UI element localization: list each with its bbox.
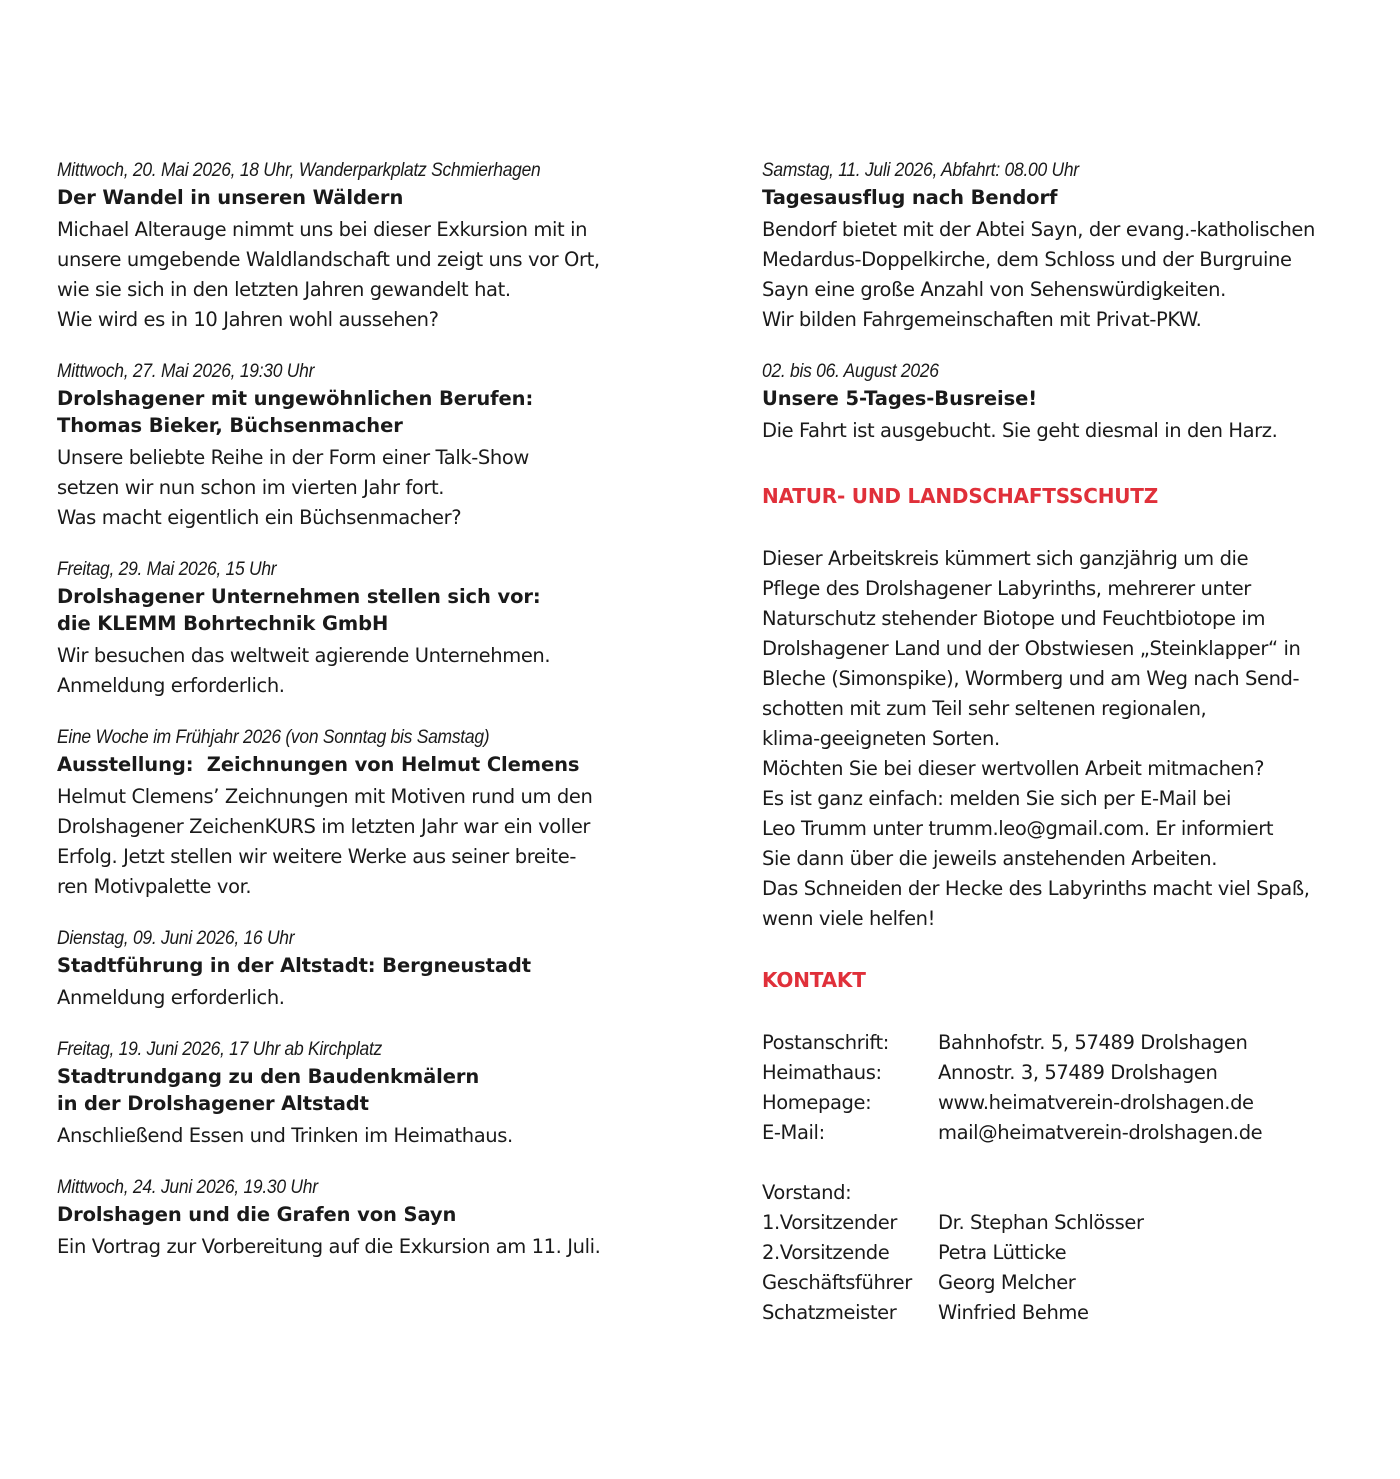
- event-title: [57, 385, 697, 439]
- body-line: Drolshagener ZeichenKURS im letzten Jahr war ein voller: [57, 815, 591, 838]
- event-description: [57, 1121, 697, 1151]
- title-line: Thomas Bieker, Büchsenmacher: [57, 414, 403, 437]
- paragraph-line: Es ist ganz einfach: melden Sie sich per E-Mail bei: [762, 787, 1231, 810]
- natur-paragraph: [762, 544, 1382, 934]
- event-ausstellung: [57, 725, 697, 902]
- body-line: Wir bilden Fahrgemeinschaften mit Privat-PKW.: [762, 308, 1202, 331]
- title-line: Stadtführung in der Altstadt: Bergneustadt: [57, 954, 531, 977]
- board-row: [762, 1238, 1382, 1268]
- contact-row-heimathaus: [762, 1058, 1382, 1088]
- title-line: Tagesausflug nach Bendorf: [762, 186, 1058, 209]
- event-title: [762, 184, 1382, 211]
- event-stadtfuehrung: [57, 926, 697, 1013]
- contact-list: [762, 1028, 1382, 1148]
- title-line: Ausstellung: Zeichnungen von Helmut Clemens: [57, 753, 580, 776]
- contact-label: Postanschrift:: [762, 1031, 889, 1054]
- event-description: [57, 215, 697, 335]
- event-busreise: [762, 359, 1382, 446]
- body-line: Die Fahrt ist ausgebucht. Sie geht diesmal in den Harz.: [762, 419, 1278, 442]
- event-date: 02. bis 06. August 2026: [762, 361, 939, 382]
- board-title: Vorstand:: [762, 1181, 852, 1204]
- body-line: Ein Vortrag zur Vorbereitung auf die Exkursion am 11. Juli.: [57, 1235, 601, 1258]
- event-berufe: [57, 359, 697, 533]
- event-description: [57, 1232, 697, 1262]
- body-line: ren Motivpalette vor.: [57, 875, 252, 898]
- event-date: Mittwoch, 20. Mai 2026, 18 Uhr, Wanderparkplatz Schmierhagen: [57, 160, 541, 181]
- body-line: Anschließend Essen und Trinken im Heimathaus.: [57, 1124, 513, 1147]
- board-name: Winfried Behme: [938, 1301, 1089, 1324]
- contact-label: E-Mail:: [762, 1121, 825, 1144]
- contact-label: Heimathaus:: [762, 1061, 882, 1084]
- body-line: Unsere beliebte Reihe in der Form einer Talk-Show: [57, 446, 529, 469]
- event-stadtrundgang: [57, 1037, 697, 1151]
- board-role: Geschäftsführer: [762, 1271, 912, 1294]
- paragraph-line: Sie dann über die jeweils anstehenden Arbeiten.: [762, 847, 1218, 870]
- title-line: die KLEMM Bohrtechnik GmbH: [57, 612, 389, 635]
- event-description: [57, 641, 697, 701]
- event-title: [57, 1201, 697, 1228]
- board-name: Georg Melcher: [938, 1271, 1076, 1294]
- event-unternehmen: [57, 557, 697, 701]
- body-line: Wie wird es in 10 Jahren wohl aussehen?: [57, 308, 439, 331]
- event-date: Mittwoch, 27. Mai 2026, 19:30 Uhr: [57, 361, 315, 382]
- contact-value: Bahnhofstr. 5, 57489 Drolshagen: [938, 1031, 1248, 1054]
- paragraph-line: klima-geeigneten Sorten.: [762, 727, 1000, 750]
- paragraph-line: Naturschutz stehender Biotope und Feuchtbiotope im: [762, 607, 1266, 630]
- event-title: [57, 1063, 697, 1117]
- board-row: [762, 1268, 1382, 1298]
- paragraph-line: Dieser Arbeitskreis kümmert sich ganzjährig um die: [762, 547, 1249, 570]
- event-date: Samstag, 11. Juli 2026, Abfahrt: 08.00 Uhr: [762, 160, 1079, 181]
- board-role: 2.Vorsitzende: [762, 1241, 890, 1264]
- event-description: [57, 983, 697, 1013]
- right-column: [762, 158, 1382, 1328]
- event-title: [57, 583, 697, 637]
- contact-row-email: [762, 1118, 1382, 1148]
- event-wald: [57, 158, 697, 335]
- contact-row-homepage: [762, 1088, 1382, 1118]
- board-list: [762, 1208, 1382, 1328]
- contact-value: Annostr. 3, 57489 Drolshagen: [938, 1061, 1218, 1084]
- title-line: Der Wandel in unseren Wäldern: [57, 186, 404, 209]
- event-title: [57, 751, 697, 778]
- body-line: Helmut Clemens’ Zeichnungen mit Motiven rund um den: [57, 785, 593, 808]
- board-row: [762, 1208, 1382, 1238]
- paragraph-line: schotten mit zum Teil sehr seltenen regionalen,: [762, 697, 1207, 720]
- body-line: wie sie sich in den letzten Jahren gewandelt hat.: [57, 278, 511, 301]
- event-date: Mittwoch, 24. Juni 2026, 19.30 Uhr: [57, 1177, 318, 1198]
- event-date: Dienstag, 09. Juni 2026, 16 Uhr: [57, 928, 295, 949]
- event-description: [762, 416, 1382, 446]
- body-line: setzen wir nun schon im vierten Jahr fort.: [57, 476, 445, 499]
- body-line: Anmeldung erforderlich.: [57, 986, 285, 1009]
- event-title: [57, 952, 697, 979]
- body-line: Michael Alterauge nimmt uns bei dieser Exkursion mit in: [57, 218, 588, 241]
- title-line: Drolshagen und die Grafen von Sayn: [57, 1203, 457, 1226]
- paragraph-line: Drolshagener Land und der Obstwiesen „Steinklapper“ in: [762, 637, 1301, 660]
- title-line: in der Drolshagener Altstadt: [57, 1092, 369, 1115]
- kontakt-section-heading: KONTAKT: [762, 968, 866, 992]
- paragraph-line: wenn viele helfen!: [762, 907, 936, 930]
- paragraph-line: Pflege des Drolshagener Labyrinths, mehrerer unter: [762, 577, 1251, 600]
- body-line: Was macht eigentlich ein Büchsenmacher?: [57, 506, 462, 529]
- event-title: [762, 385, 1382, 412]
- board-row: [762, 1298, 1382, 1328]
- event-description: [57, 782, 697, 902]
- board-role: 1.Vorsitzender: [762, 1211, 897, 1234]
- event-grafen-von-sayn: [57, 1175, 697, 1262]
- paragraph-line: Leo Trumm unter trumm.leo@gmail.com. Er informiert: [762, 817, 1274, 840]
- event-date: Freitag, 19. Juni 2026, 17 Uhr ab Kirchplatz: [57, 1039, 383, 1060]
- contact-label: Homepage:: [762, 1091, 872, 1114]
- board-role: Schatzmeister: [762, 1301, 897, 1324]
- contact-row-postanschrift: [762, 1028, 1382, 1058]
- title-line: Drolshagener mit ungewöhnlichen Berufen:: [57, 387, 534, 410]
- event-description: [762, 215, 1382, 335]
- event-title: [57, 184, 697, 211]
- body-line: unsere umgebende Waldlandschaft und zeigt uns vor Ort,: [57, 248, 600, 271]
- body-line: Wir besuchen das weltweit agierende Unternehmen.: [57, 644, 551, 667]
- board-name: Petra Lütticke: [938, 1241, 1067, 1264]
- event-bendorf: [762, 158, 1382, 335]
- event-description: [57, 443, 697, 533]
- event-date: Eine Woche im Frühjahr 2026 (von Sonntag bis Samstag): [57, 727, 490, 748]
- body-line: Bendorf bietet mit der Abtei Sayn, der evang.-katholischen: [762, 218, 1315, 241]
- paragraph-line: Möchten Sie bei dieser wertvollen Arbeit mitmachen?: [762, 757, 1265, 780]
- title-line: Stadtrundgang zu den Baudenkmälern: [57, 1065, 480, 1088]
- paragraph-line: Das Schneiden der Hecke des Labyrinths macht viel Spaß,: [762, 877, 1310, 900]
- board-name: Dr. Stephan Schlösser: [938, 1211, 1144, 1234]
- title-line: Unsere 5-Tages-Busreise!: [762, 387, 1038, 410]
- body-line: Erfolg. Jetzt stellen wir weitere Werke aus seiner breite-: [57, 845, 576, 868]
- homepage-link[interactable]: www.heimatverein-drolshagen.de: [938, 1091, 1254, 1114]
- title-line: Drolshagener Unternehmen stellen sich vor:: [57, 585, 541, 608]
- body-line: Anmeldung erforderlich.: [57, 674, 285, 697]
- paragraph-line: Bleche (Simonspike), Wormberg und am Weg nach Send-: [762, 667, 1300, 690]
- natur-section-heading: NATUR- UND LANDSCHAFTSSCHUTZ: [762, 484, 1159, 508]
- email-link[interactable]: mail@heimatverein-drolshagen.de: [938, 1121, 1263, 1144]
- body-line: Sayn eine große Anzahl von Sehenswürdigkeiten.: [762, 278, 1226, 301]
- body-line: Medardus-Doppelkirche, dem Schloss und der Burgruine: [762, 248, 1292, 271]
- event-date: Freitag, 29. Mai 2026, 15 Uhr: [57, 559, 277, 580]
- left-column: [57, 158, 697, 1286]
